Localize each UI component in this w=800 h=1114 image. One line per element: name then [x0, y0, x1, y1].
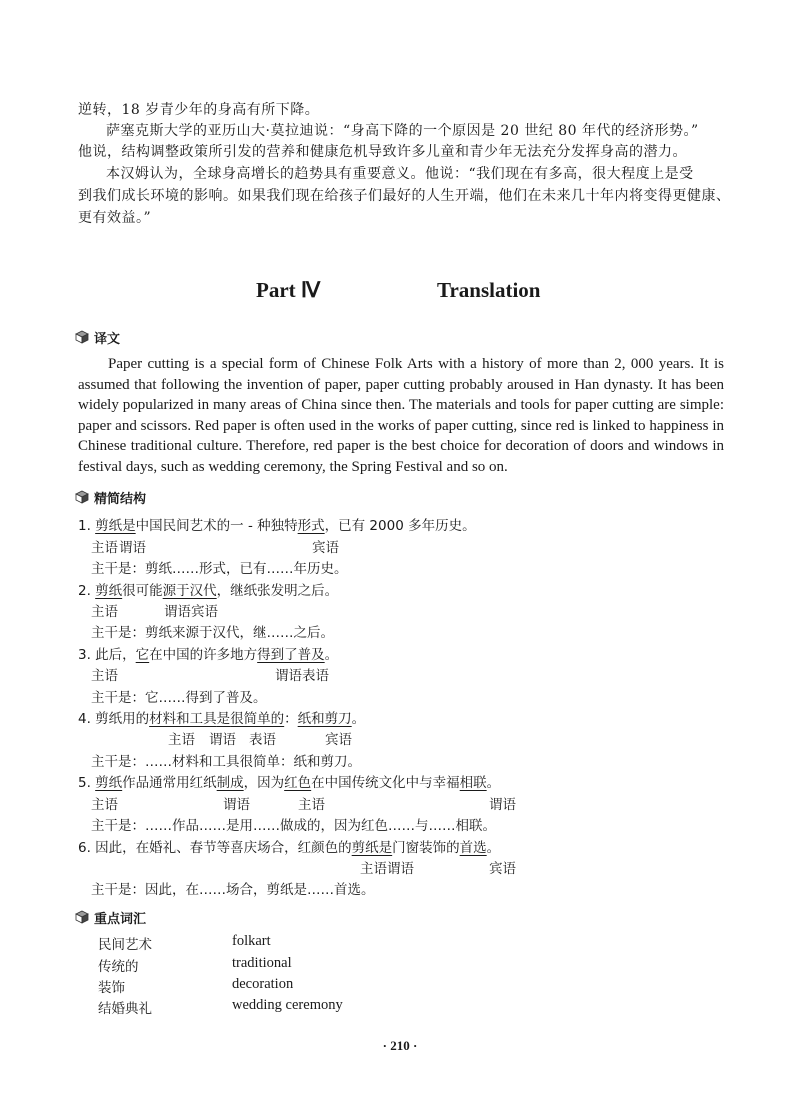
s2-c: 很可能 [122, 583, 163, 599]
s6-main: 主干是：因此，在……场合，剪纸是……首选。 [91, 882, 375, 898]
sentence-1 [78, 514, 476, 534]
s6-b: 剪纸是 [351, 840, 393, 856]
s1-label-1: 主语 [91, 540, 118, 556]
top-line-1: 逆转，18 岁青少年的身高有所下降。 [78, 102, 320, 118]
translation-paragraph [78, 354, 724, 477]
s4-label-3: 表语 [249, 732, 276, 748]
s1-a: 1. [78, 518, 96, 534]
s3-label-1: 主语 [91, 668, 118, 684]
cube-icon [75, 490, 89, 504]
cube-icon [75, 910, 89, 924]
s3-a: 3. 此后， [78, 647, 136, 663]
s2-e: ，继纸张发明之后。 [216, 583, 339, 599]
top-line-4: 本汉姆认为，全球身高增长的趋势具有重要意义。他说：“我们现在有多高，很大程度上是受 [106, 166, 694, 182]
s2-b: 剪纸 [95, 583, 123, 599]
vocab-zh-1: 民间艺术 [98, 937, 152, 953]
s1-d: 形式 [297, 518, 325, 534]
part-name: Translation [437, 278, 541, 302]
sentence-5 [78, 771, 500, 791]
sentence-2 [78, 579, 338, 599]
s5-label-2: 谓语 [223, 797, 250, 813]
s5-i: 。 [486, 775, 501, 791]
vocab-en-1: folkart [232, 933, 271, 949]
top-line-2: 萨塞克斯大学的亚历山大·莫拉迪说：“身高下降的一个原因是 20 世纪 80 年代的经济形势。” [106, 123, 699, 139]
top-line-6: 更有效益。” [78, 210, 152, 226]
vocab-en-4: wedding ceremony [232, 997, 343, 1013]
s4-g: 。 [351, 711, 366, 727]
s5-c: 作品通常用红纸 [122, 775, 217, 791]
vocab-heading-text: 重点词汇 [94, 911, 147, 927]
s2-d: 源于汉代 [162, 583, 217, 599]
translation-heading [75, 327, 120, 347]
s4-d: 很简单的 [230, 711, 285, 727]
s3-label-2: 谓语表语 [275, 668, 329, 684]
s4-e: ： [284, 711, 298, 727]
s3-d: 得到了普及 [257, 647, 325, 663]
s5-label-4: 谓语 [489, 797, 516, 813]
vocab-en-2: traditional [232, 955, 292, 971]
s3-e: 。 [324, 647, 339, 663]
s4-a: 4. 剪纸用的 [78, 711, 150, 727]
translation-text: Paper cutting is a special form of Chinese Folk Arts with a history of more than 2, 000 years. It is assumed that following the invention of paper, paper cutting probably aroused in Han dynasty. It has been widely popularized in many areas of China since then. The materials and tools for paper cutting are simple: paper and scissors. Red paper is often used in the works of paper cutting, since red is linked to happiness in Chinese traditional culture. Therefore, red paper is the best choice for decoration of doors and windows in festival days, such as wedding ceremony, the Spring Festival and so on. [78, 356, 724, 475]
s4-c: 是 [216, 711, 231, 727]
s5-h: 相联 [459, 775, 487, 791]
vocab-heading [75, 907, 146, 927]
structure-heading [75, 487, 146, 507]
s4-f: 纸和剪刀 [297, 711, 352, 727]
s1-e: ，已有 2000 多年历史。 [324, 518, 476, 534]
s6-c: 门窗装饰的 [392, 840, 460, 856]
s4-label-2: 谓语 [209, 732, 236, 748]
s2-label-2: 谓语宾语 [164, 604, 218, 620]
sentence-6 [78, 836, 500, 856]
structure-heading-text: 精简结构 [94, 491, 147, 507]
translation-heading-text: 译文 [94, 331, 121, 347]
sentence-3 [78, 643, 338, 663]
s1-b: 剪纸是 [95, 518, 136, 534]
s4-label-4: 宾语 [325, 732, 352, 748]
s6-d: 首选 [459, 840, 487, 856]
s2-main: 主干是：剪纸来源于汉代，继……之后。 [91, 625, 334, 641]
s5-f: 红色 [284, 775, 312, 791]
s5-a: 5. [78, 775, 96, 791]
s5-b: 剪纸 [95, 775, 123, 791]
s4-b: 材料和工具 [149, 711, 217, 727]
s4-main: 主干是：……材料和工具很简单：纸和剪刀。 [91, 754, 361, 770]
s3-c: 在中国的许多地方 [149, 647, 258, 663]
s5-e: ，因为 [243, 775, 285, 791]
s6-a: 6. 因此，在婚礼、春节等喜庆场合，红颜色的 [78, 840, 352, 856]
s5-main: 主干是：……作品……是用……做成的，因为红色……与……相联。 [91, 818, 496, 834]
page-number: · 210 · [382, 1038, 418, 1053]
top-line-3: 他说，结构调整政策所引发的营养和健康危机导致许多儿童和青少年无法充分发挥身高的潜力。 [78, 144, 687, 160]
s3-main: 主干是：它……得到了普及。 [91, 690, 267, 706]
s2-label-1: 主语 [91, 604, 118, 620]
vocab-zh-2: 传统的 [98, 959, 139, 975]
cube-icon [75, 330, 89, 344]
s6-label-2: 宾语 [489, 861, 516, 877]
vocab-en-3: decoration [232, 976, 294, 992]
s1-label-3: 宾语 [312, 540, 339, 556]
s3-b: 它 [135, 647, 150, 663]
top-line-5: 到我们成长环境的影响。如果我们现在给孩子们最好的人生开端，他们在未来几十年内将变得更健康、 [78, 188, 731, 204]
s1-label-2: 谓语 [119, 540, 146, 556]
s5-label-3: 主语 [298, 797, 325, 813]
s5-g: 在中国传统文化中与幸福 [311, 775, 460, 791]
s1-main: 主干是：剪纸……形式，已有……年历史。 [91, 561, 348, 577]
s5-label-1: 主语 [91, 797, 118, 813]
vocab-zh-3: 装饰 [98, 980, 125, 996]
s1-c: 中国民间艺术的一 - 种独特 [135, 518, 298, 534]
s2-a: 2. [78, 583, 96, 599]
vocab-zh-4: 结婚典礼 [98, 1001, 152, 1017]
s4-label-1: 主语 [168, 732, 195, 748]
sentence-4 [78, 707, 365, 727]
part-number: Part Ⅳ [256, 278, 321, 302]
s6-label-1: 主语谓语 [360, 861, 414, 877]
s6-e: 。 [486, 840, 501, 856]
s5-d: 制成 [216, 775, 244, 791]
